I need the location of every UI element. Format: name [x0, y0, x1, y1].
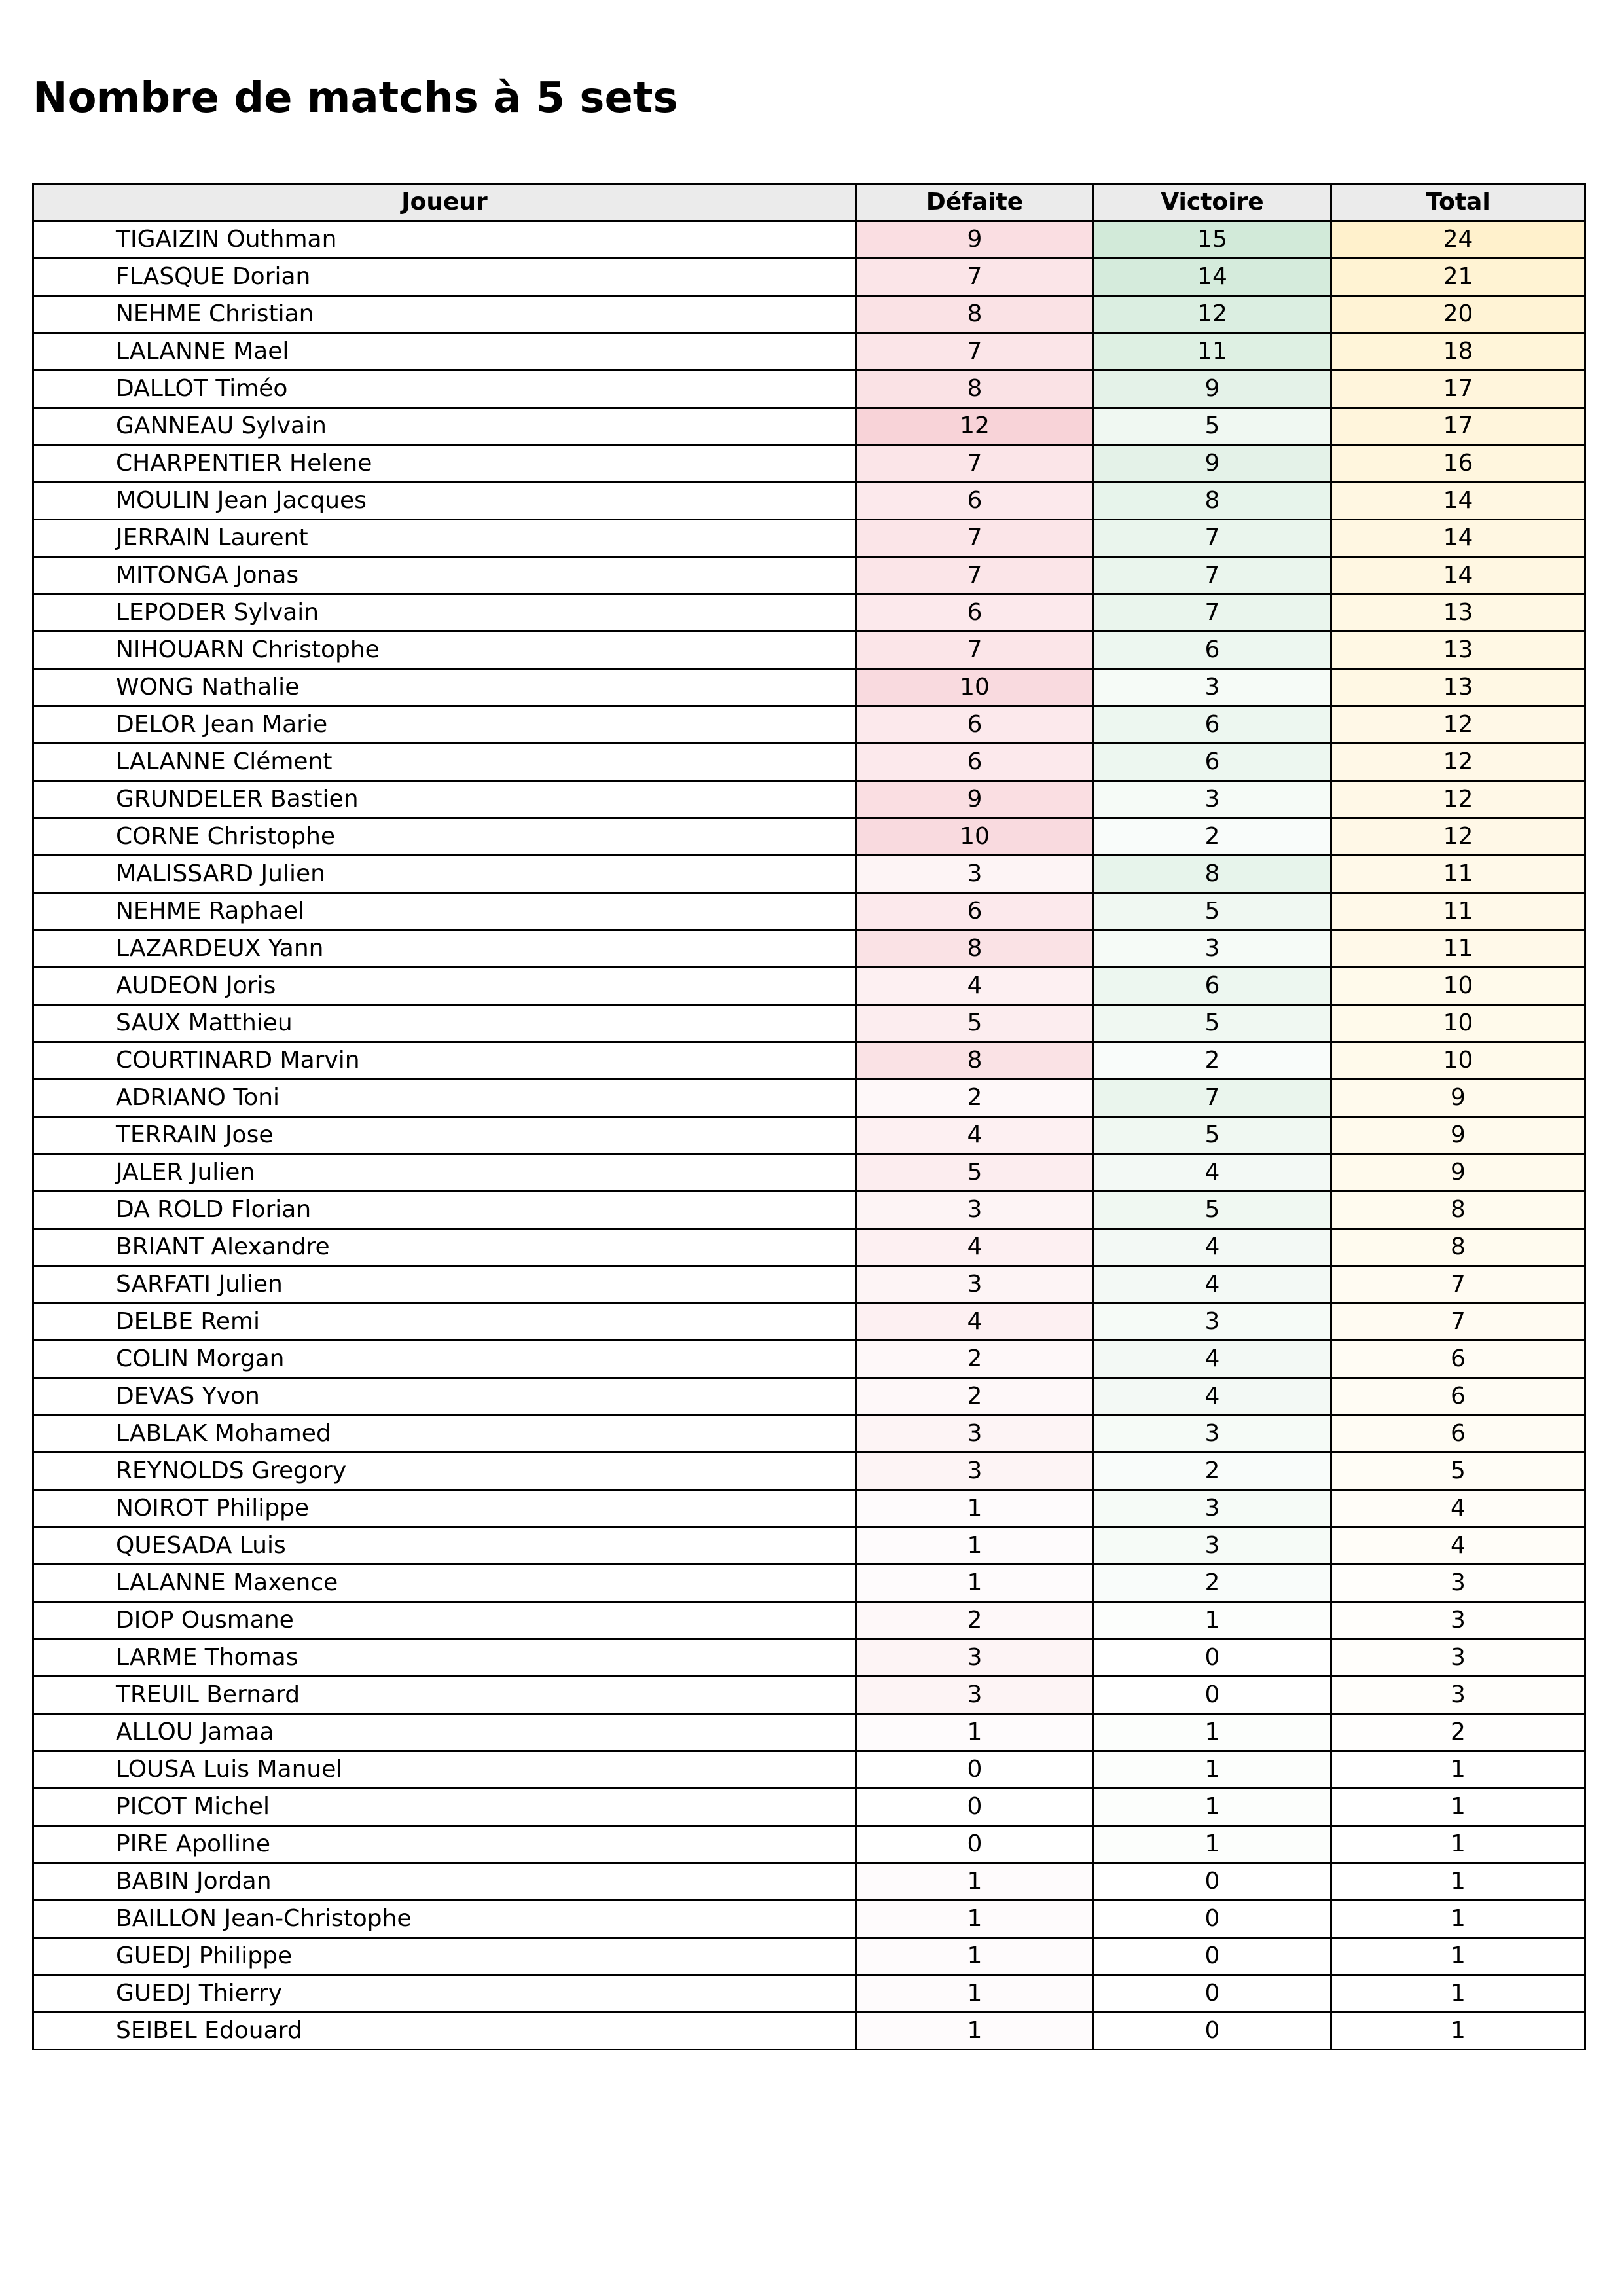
- player-name-cell: COURTINARD Marvin: [33, 1042, 856, 1080]
- player-name-cell: LABLAK Mohamed: [33, 1415, 856, 1453]
- table-row: [33, 1863, 1585, 1901]
- victory-count-cell: 4: [1094, 1378, 1331, 1415]
- player-name-cell: GUEDJ Philippe: [33, 1938, 856, 1975]
- victory-count-cell: 2: [1094, 818, 1331, 856]
- player-name-cell: TERRAIN Jose: [33, 1117, 856, 1154]
- victory-count-cell: 3: [1094, 1490, 1331, 1527]
- table-row: [33, 856, 1585, 893]
- defeat-count-cell: 8: [856, 1042, 1094, 1080]
- player-name-cell: DEVAS Yvon: [33, 1378, 856, 1415]
- total-count-cell: 14: [1331, 557, 1585, 594]
- victory-count-cell: 12: [1094, 296, 1331, 333]
- defeat-count-cell: 10: [856, 818, 1094, 856]
- table-row: [33, 557, 1585, 594]
- defeat-count-cell: 7: [856, 445, 1094, 483]
- victory-count-cell: 3: [1094, 930, 1331, 968]
- victory-count-cell: 7: [1094, 557, 1331, 594]
- total-count-cell: 12: [1331, 706, 1585, 744]
- table-row: [33, 744, 1585, 781]
- player-name-cell: DA ROLD Florian: [33, 1192, 856, 1229]
- defeat-count-cell: 1: [856, 1565, 1094, 1602]
- table-row: [33, 408, 1585, 445]
- table-row: [33, 1453, 1585, 1490]
- total-count-cell: 6: [1331, 1378, 1585, 1415]
- defeat-count-cell: 1: [856, 1938, 1094, 1975]
- victory-count-cell: 3: [1094, 1415, 1331, 1453]
- defeat-count-cell: 2: [856, 1378, 1094, 1415]
- defeat-count-cell: 4: [856, 968, 1094, 1005]
- victory-count-cell: 0: [1094, 1975, 1331, 2013]
- victory-count-cell: 11: [1094, 333, 1331, 371]
- table-row: [33, 1303, 1585, 1341]
- total-count-cell: 1: [1331, 1789, 1585, 1826]
- total-count-cell: 18: [1331, 333, 1585, 371]
- table-row: [33, 1229, 1585, 1266]
- table-row: [33, 1527, 1585, 1565]
- player-name-cell: NEHME Christian: [33, 296, 856, 333]
- table-row: [33, 483, 1585, 520]
- total-count-cell: 13: [1331, 669, 1585, 706]
- player-name-cell: GANNEAU Sylvain: [33, 408, 856, 445]
- player-name-cell: ALLOU Jamaa: [33, 1714, 856, 1751]
- table-row: [33, 1117, 1585, 1154]
- victory-count-cell: 15: [1094, 221, 1331, 259]
- total-count-cell: 6: [1331, 1341, 1585, 1378]
- defeat-count-cell: 1: [856, 1490, 1094, 1527]
- victory-count-cell: 14: [1094, 259, 1331, 296]
- victory-count-cell: 3: [1094, 669, 1331, 706]
- total-count-cell: 9: [1331, 1080, 1585, 1117]
- table-row: [33, 1975, 1585, 2013]
- total-count-cell: 12: [1331, 818, 1585, 856]
- player-name-cell: LAZARDEUX Yann: [33, 930, 856, 968]
- player-name-cell: QUESADA Luis: [33, 1527, 856, 1565]
- player-name-cell: NIHOUARN Christophe: [33, 632, 856, 669]
- victory-count-cell: 0: [1094, 1901, 1331, 1938]
- table-row: [33, 968, 1585, 1005]
- total-count-cell: 16: [1331, 445, 1585, 483]
- victory-count-cell: 2: [1094, 1453, 1331, 1490]
- total-count-cell: 7: [1331, 1303, 1585, 1341]
- defeat-count-cell: 3: [856, 1639, 1094, 1677]
- defeat-count-cell: 9: [856, 221, 1094, 259]
- table-row: [33, 632, 1585, 669]
- table-row: [33, 1192, 1585, 1229]
- table-row: [33, 1154, 1585, 1192]
- victory-count-cell: 1: [1094, 1789, 1331, 1826]
- defeat-count-cell: 2: [856, 1341, 1094, 1378]
- defeat-count-cell: 1: [856, 1975, 1094, 2013]
- defeat-count-cell: 8: [856, 930, 1094, 968]
- table-row: [33, 818, 1585, 856]
- defeat-count-cell: 1: [856, 1901, 1094, 1938]
- total-count-cell: 4: [1331, 1490, 1585, 1527]
- table-row: [33, 259, 1585, 296]
- defeat-count-cell: 6: [856, 706, 1094, 744]
- player-name-cell: TIGAIZIN Outhman: [33, 221, 856, 259]
- defeat-count-cell: 3: [856, 856, 1094, 893]
- table-row: [33, 669, 1585, 706]
- defeat-count-cell: 7: [856, 520, 1094, 557]
- defeat-count-cell: 6: [856, 594, 1094, 632]
- player-name-cell: PICOT Michel: [33, 1789, 856, 1826]
- total-count-cell: 4: [1331, 1527, 1585, 1565]
- defeat-count-cell: 2: [856, 1602, 1094, 1639]
- player-name-cell: JALER Julien: [33, 1154, 856, 1192]
- player-name-cell: WONG Nathalie: [33, 669, 856, 706]
- victory-count-cell: 2: [1094, 1042, 1331, 1080]
- defeat-count-cell: 5: [856, 1005, 1094, 1042]
- table-row: [33, 1677, 1585, 1714]
- total-count-cell: 21: [1331, 259, 1585, 296]
- table-row: [33, 333, 1585, 371]
- player-name-cell: FLASQUE Dorian: [33, 259, 856, 296]
- column-header-total: Total: [1331, 184, 1585, 221]
- table-row: [33, 371, 1585, 408]
- table-row: [33, 1751, 1585, 1789]
- defeat-count-cell: 1: [856, 1527, 1094, 1565]
- table-row: [33, 1565, 1585, 1602]
- total-count-cell: 11: [1331, 930, 1585, 968]
- table-row: [33, 1080, 1585, 1117]
- victory-count-cell: 7: [1094, 1080, 1331, 1117]
- victory-count-cell: 1: [1094, 1714, 1331, 1751]
- total-count-cell: 1: [1331, 2013, 1585, 2050]
- total-count-cell: 20: [1331, 296, 1585, 333]
- table-row: [33, 1789, 1585, 1826]
- defeat-count-cell: 6: [856, 744, 1094, 781]
- player-name-cell: MOULIN Jean Jacques: [33, 483, 856, 520]
- victory-count-cell: 5: [1094, 1117, 1331, 1154]
- table-row: [33, 296, 1585, 333]
- victory-count-cell: 7: [1094, 520, 1331, 557]
- defeat-count-cell: 0: [856, 1789, 1094, 1826]
- total-count-cell: 2: [1331, 1714, 1585, 1751]
- player-name-cell: PIRE Apolline: [33, 1826, 856, 1863]
- player-name-cell: LOUSA Luis Manuel: [33, 1751, 856, 1789]
- total-count-cell: 3: [1331, 1677, 1585, 1714]
- victory-count-cell: 6: [1094, 706, 1331, 744]
- victory-count-cell: 6: [1094, 632, 1331, 669]
- victory-count-cell: 5: [1094, 408, 1331, 445]
- table-row: [33, 1378, 1585, 1415]
- total-count-cell: 14: [1331, 520, 1585, 557]
- table-row: [33, 1714, 1585, 1751]
- victory-count-cell: 6: [1094, 968, 1331, 1005]
- victory-count-cell: 0: [1094, 1863, 1331, 1901]
- victory-count-cell: 4: [1094, 1154, 1331, 1192]
- victory-count-cell: 1: [1094, 1826, 1331, 1863]
- player-name-cell: COLIN Morgan: [33, 1341, 856, 1378]
- victory-count-cell: 8: [1094, 483, 1331, 520]
- five-set-matches-table: [32, 183, 1586, 2050]
- player-name-cell: GRUNDELER Bastien: [33, 781, 856, 818]
- table-row: [33, 1266, 1585, 1303]
- defeat-count-cell: 7: [856, 557, 1094, 594]
- defeat-count-cell: 7: [856, 259, 1094, 296]
- defeat-count-cell: 3: [856, 1453, 1094, 1490]
- player-name-cell: BABIN Jordan: [33, 1863, 856, 1901]
- player-name-cell: GUEDJ Thierry: [33, 1975, 856, 2013]
- table-row: [33, 781, 1585, 818]
- player-name-cell: LALANNE Clément: [33, 744, 856, 781]
- total-count-cell: 12: [1331, 744, 1585, 781]
- table-row: [33, 1042, 1585, 1080]
- player-name-cell: JERRAIN Laurent: [33, 520, 856, 557]
- table-row: [33, 1341, 1585, 1378]
- defeat-count-cell: 3: [856, 1266, 1094, 1303]
- table-row: [33, 893, 1585, 930]
- table-row: [33, 2013, 1585, 2050]
- table-row: [33, 1639, 1585, 1677]
- total-count-cell: 13: [1331, 632, 1585, 669]
- player-name-cell: SAUX Matthieu: [33, 1005, 856, 1042]
- table-row: [33, 594, 1585, 632]
- defeat-count-cell: 1: [856, 1714, 1094, 1751]
- total-count-cell: 3: [1331, 1602, 1585, 1639]
- total-count-cell: 13: [1331, 594, 1585, 632]
- table-row: [33, 221, 1585, 259]
- player-name-cell: NOIROT Philippe: [33, 1490, 856, 1527]
- victory-count-cell: 8: [1094, 856, 1331, 893]
- player-name-cell: TREUIL Bernard: [33, 1677, 856, 1714]
- player-name-cell: LALANNE Maxence: [33, 1565, 856, 1602]
- player-name-cell: MITONGA Jonas: [33, 557, 856, 594]
- player-name-cell: DALLOT Timéo: [33, 371, 856, 408]
- total-count-cell: 10: [1331, 1042, 1585, 1080]
- total-count-cell: 8: [1331, 1192, 1585, 1229]
- player-name-cell: CORNE Christophe: [33, 818, 856, 856]
- victory-count-cell: 1: [1094, 1751, 1331, 1789]
- defeat-count-cell: 4: [856, 1117, 1094, 1154]
- total-count-cell: 17: [1331, 408, 1585, 445]
- total-count-cell: 9: [1331, 1117, 1585, 1154]
- player-name-cell: CHARPENTIER Helene: [33, 445, 856, 483]
- total-count-cell: 3: [1331, 1565, 1585, 1602]
- defeat-count-cell: 6: [856, 893, 1094, 930]
- defeat-count-cell: 3: [856, 1415, 1094, 1453]
- table-header-row: [33, 184, 1585, 221]
- defeat-count-cell: 12: [856, 408, 1094, 445]
- total-count-cell: 17: [1331, 371, 1585, 408]
- defeat-count-cell: 0: [856, 1826, 1094, 1863]
- player-name-cell: NEHME Raphael: [33, 893, 856, 930]
- total-count-cell: 6: [1331, 1415, 1585, 1453]
- table-row: [33, 520, 1585, 557]
- victory-count-cell: 9: [1094, 371, 1331, 408]
- total-count-cell: 10: [1331, 968, 1585, 1005]
- column-header-defeat: Défaite: [856, 184, 1094, 221]
- victory-count-cell: 5: [1094, 1005, 1331, 1042]
- total-count-cell: 24: [1331, 221, 1585, 259]
- total-count-cell: 1: [1331, 1751, 1585, 1789]
- victory-count-cell: 5: [1094, 1192, 1331, 1229]
- defeat-count-cell: 9: [856, 781, 1094, 818]
- victory-count-cell: 3: [1094, 1303, 1331, 1341]
- victory-count-cell: 0: [1094, 1639, 1331, 1677]
- victory-count-cell: 6: [1094, 744, 1331, 781]
- table-body: [33, 221, 1585, 2050]
- table-row: [33, 1005, 1585, 1042]
- total-count-cell: 3: [1331, 1639, 1585, 1677]
- table-row: [33, 706, 1585, 744]
- victory-count-cell: 3: [1094, 781, 1331, 818]
- total-count-cell: 1: [1331, 1938, 1585, 1975]
- victory-count-cell: 3: [1094, 1527, 1331, 1565]
- total-count-cell: 1: [1331, 1826, 1585, 1863]
- defeat-count-cell: 2: [856, 1080, 1094, 1117]
- player-name-cell: BAILLON Jean-Christophe: [33, 1901, 856, 1938]
- total-count-cell: 5: [1331, 1453, 1585, 1490]
- total-count-cell: 1: [1331, 1975, 1585, 2013]
- defeat-count-cell: 5: [856, 1154, 1094, 1192]
- defeat-count-cell: 6: [856, 483, 1094, 520]
- total-count-cell: 9: [1331, 1154, 1585, 1192]
- victory-count-cell: 0: [1094, 1677, 1331, 1714]
- player-name-cell: MALISSARD Julien: [33, 856, 856, 893]
- defeat-count-cell: 4: [856, 1229, 1094, 1266]
- table-row: [33, 445, 1585, 483]
- defeat-count-cell: 1: [856, 2013, 1094, 2050]
- defeat-count-cell: 8: [856, 371, 1094, 408]
- defeat-count-cell: 3: [856, 1677, 1094, 1714]
- player-name-cell: ADRIANO Toni: [33, 1080, 856, 1117]
- victory-count-cell: 5: [1094, 893, 1331, 930]
- player-name-cell: AUDEON Joris: [33, 968, 856, 1005]
- victory-count-cell: 4: [1094, 1266, 1331, 1303]
- page-title: Nombre de matchs à 5 sets: [33, 74, 678, 122]
- player-name-cell: SARFATI Julien: [33, 1266, 856, 1303]
- defeat-count-cell: 7: [856, 333, 1094, 371]
- table-row: [33, 1826, 1585, 1863]
- victory-count-cell: 0: [1094, 1938, 1331, 1975]
- table-row: [33, 930, 1585, 968]
- player-name-cell: BRIANT Alexandre: [33, 1229, 856, 1266]
- player-name-cell: REYNOLDS Gregory: [33, 1453, 856, 1490]
- player-name-cell: SEIBEL Edouard: [33, 2013, 856, 2050]
- defeat-count-cell: 3: [856, 1192, 1094, 1229]
- player-name-cell: DELOR Jean Marie: [33, 706, 856, 744]
- victory-count-cell: 1: [1094, 1602, 1331, 1639]
- table-row: [33, 1938, 1585, 1975]
- player-name-cell: DELBE Remi: [33, 1303, 856, 1341]
- victory-count-cell: 7: [1094, 594, 1331, 632]
- defeat-count-cell: 10: [856, 669, 1094, 706]
- player-name-cell: LALANNE Mael: [33, 333, 856, 371]
- defeat-count-cell: 4: [856, 1303, 1094, 1341]
- table-row: [33, 1901, 1585, 1938]
- total-count-cell: 11: [1331, 856, 1585, 893]
- player-name-cell: LEPODER Sylvain: [33, 594, 856, 632]
- player-name-cell: LARME Thomas: [33, 1639, 856, 1677]
- total-count-cell: 1: [1331, 1863, 1585, 1901]
- defeat-count-cell: 7: [856, 632, 1094, 669]
- victory-count-cell: 2: [1094, 1565, 1331, 1602]
- table-row: [33, 1415, 1585, 1453]
- total-count-cell: 10: [1331, 1005, 1585, 1042]
- victory-count-cell: 4: [1094, 1229, 1331, 1266]
- total-count-cell: 11: [1331, 893, 1585, 930]
- total-count-cell: 14: [1331, 483, 1585, 520]
- total-count-cell: 8: [1331, 1229, 1585, 1266]
- victory-count-cell: 0: [1094, 2013, 1331, 2050]
- total-count-cell: 1: [1331, 1901, 1585, 1938]
- column-header-victory: Victoire: [1094, 184, 1331, 221]
- column-header-player: Joueur: [33, 184, 856, 221]
- victory-count-cell: 9: [1094, 445, 1331, 483]
- total-count-cell: 7: [1331, 1266, 1585, 1303]
- table-row: [33, 1602, 1585, 1639]
- defeat-count-cell: 0: [856, 1751, 1094, 1789]
- defeat-count-cell: 8: [856, 296, 1094, 333]
- total-count-cell: 12: [1331, 781, 1585, 818]
- table-row: [33, 1490, 1585, 1527]
- victory-count-cell: 4: [1094, 1341, 1331, 1378]
- defeat-count-cell: 1: [856, 1863, 1094, 1901]
- player-name-cell: DIOP Ousmane: [33, 1602, 856, 1639]
